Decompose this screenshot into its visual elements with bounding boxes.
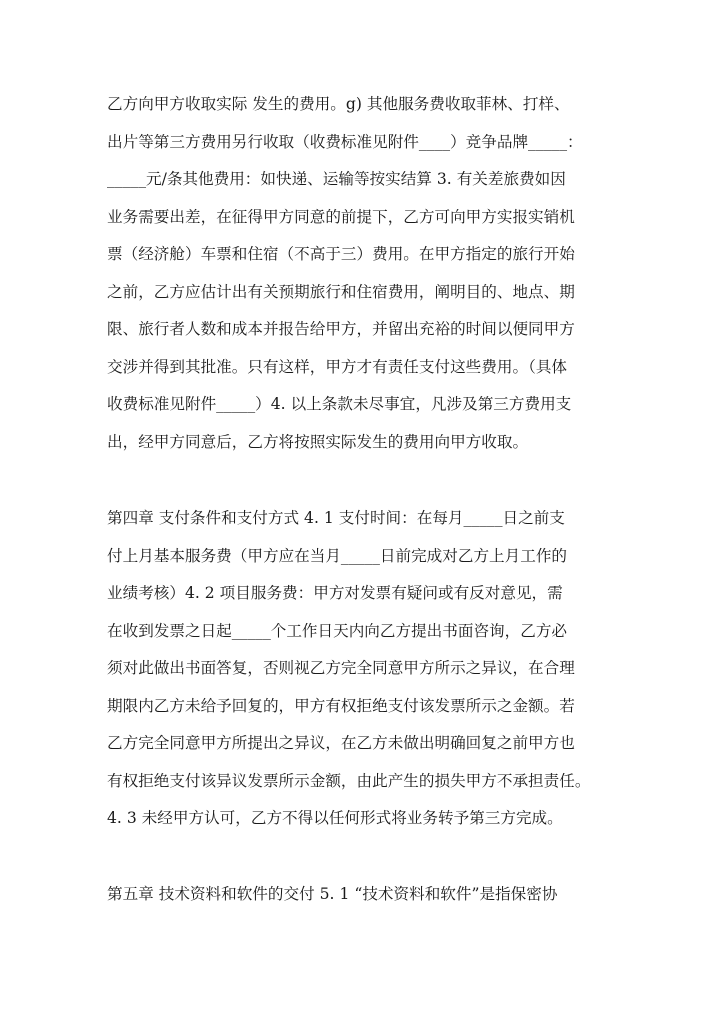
text-line: 乙方向甲方收取实际 发生的费用。g) 其他服务费收取菲林、打样、	[107, 95, 570, 113]
text-line: 交涉并得到其批准。只有这样，甲方才有责任支付这些费用。（具体	[107, 357, 568, 376]
paragraph-chapter-5	[107, 876, 619, 914]
text-line: 业务需要出差，在征得甲方同意的前提下，乙方可向甲方实报实销机	[107, 207, 575, 226]
text-line: 乙方完全同意甲方所提出之异议，在乙方未做出明确回复之前甲方也	[107, 734, 575, 752]
text-line: 有权拒绝支付该异议发票所示金额，由此产生的损失甲方不承担责任。	[107, 771, 591, 790]
text-line: 收费标准见附件_____）4. 以上条款未尽事宜，凡涉及第三方费用支	[107, 395, 572, 413]
text-line: 出片等第三方费用另行收取（收费标准见附件____）竞争品牌_____：	[107, 132, 583, 151]
text-line: 出，经甲方同意后，乙方将按照实际发生的费用向甲方收取。	[107, 432, 529, 451]
text-line: 期限内乙方未给予回复的，甲方有权拒绝支付该发票所示之金额。若	[107, 696, 575, 715]
text-line: 之前，乙方应估计出有关预期旅行和住宿费用，阐明目的、地点、期	[107, 282, 575, 301]
text-line: _____元/条其他费用：如快递、运输等按实结算 3. 有关差旅费如因	[107, 170, 566, 188]
paragraph-fees	[107, 86, 619, 461]
text-line: 第五章 技术资料和软件的交付 5. 1 “技术资料和软件”是指保密协	[107, 885, 558, 903]
text-line: 付上月基本服务费（甲方应在当月_____日前完成对乙方上月工作的	[107, 546, 568, 565]
text-line: 须对此做出书面答复，否则视乙方完全同意甲方所示之异议，在合理	[107, 659, 575, 677]
text-line: 第四章 支付条件和支付方式 4. 1 支付时间：在每月_____日之前支	[107, 509, 565, 527]
text-line: 在收到发票之日起_____个工作日天内向乙方提出书面咨询，乙方必	[107, 621, 568, 640]
text-line: 4. 3 未经甲方认可，乙方不得以任何形式将业务转予第三方完成。	[107, 809, 563, 827]
text-line: 业绩考核）4. 2 项目服务费：甲方对发票有疑问或有反对意见，需	[107, 584, 563, 602]
text-line: 票（经济舱）车票和住宿（不高于三）费用。在甲方指定的旅行开始	[107, 245, 575, 263]
text-line: 限、旅行者人数和成本并报告给甲方，并留出充裕的时间以便同甲方	[107, 320, 575, 338]
paragraph-chapter-4	[107, 500, 619, 838]
